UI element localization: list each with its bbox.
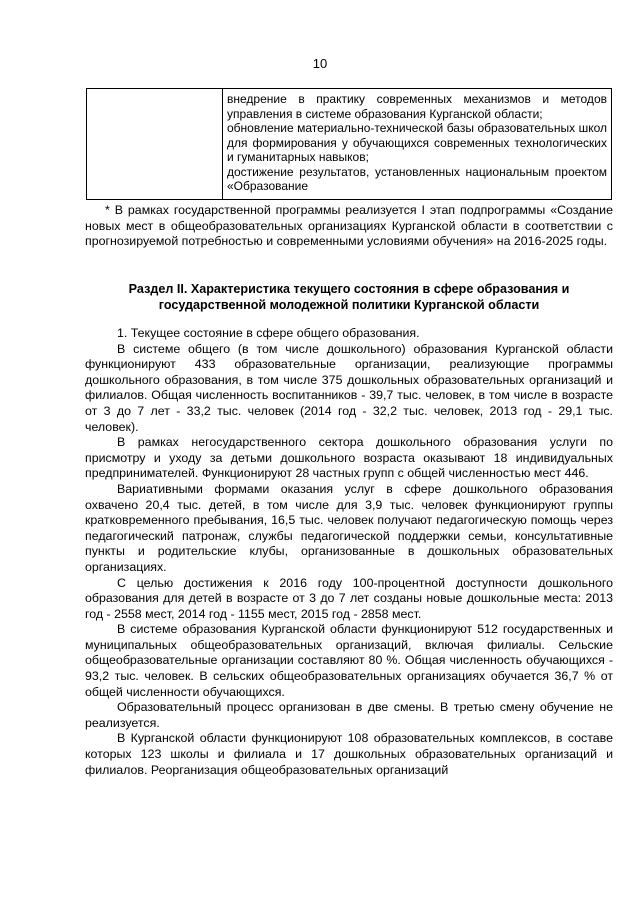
table-cell-empty xyxy=(87,89,223,200)
footnote: * В рамках государственной программы реализуется I этап подпрограммы «Создание новых мест в общеобразовательных организациях Курганской области в соответствии с прогнозируемой потребностью и современными условиями обучения» на 2016-2025 годы. xyxy=(85,203,613,249)
page-number: 10 xyxy=(312,56,328,71)
body-text xyxy=(85,326,613,778)
section-heading: Раздел II. Характеристика текущего состояния в сфере образования и государственной молодежной политики Курганской области xyxy=(128,282,570,312)
paragraph: 1. Текущее состояние в сфере общего образования. xyxy=(117,326,420,340)
paragraph: Образовательный процесс организован в две смены. В третью смену обучение не реализуется. xyxy=(85,700,613,730)
paragraph: В Курганской области функционируют 108 образовательных комплексов, в составе которых 123 школы и филиала и 17 дошкольных образовательных организаций и филиалов. Реорганизация общеобразовательных организаций xyxy=(85,731,613,777)
table-item: внедрение в практику современных механизмов и методов управления в системе образования Курганской области; xyxy=(227,92,607,121)
table-cell-tasks xyxy=(223,89,612,200)
paragraph: В системе общего (в том числе дошкольного) образования Курганской области функционируют 433 образовательные организации, реализующие программы дошкольного образования, в том числе 375 дошкольных образовательных организаций и филиалов. Общая численность воспитанников - 39,7 тыс. человек, в том числе в возрасте от 3 до 7 лет - 33,2 тыс. человек (2014 год - 32,2 тыс. человек, 2013 год - 29,1 тыс. человек). xyxy=(85,341,613,434)
paragraph: С целью достижения к 2016 году 100-процентной доступности дошкольного образования для детей в возрасте от 3 до 7 лет созданы новые дошкольные места: 2013 год - 2558 мест, 2014 год - 1155 мест, 2015 год - 2858 мест. xyxy=(85,575,613,621)
continuation-table xyxy=(86,88,612,200)
table-item: обновление материально-технической базы образовательных школ для формирования у обучающихся современных технологических и гуманитарных навыков; xyxy=(227,121,607,164)
table-row xyxy=(87,89,612,200)
paragraph: В системе образования Курганской области функционируют 512 государственных и муниципальных общеобразовательных организаций, включая филиалы. Сельские общеобразовательные организации составляют 80 %. Общая численность обучающихся - 93,2 тыс. человек. В сельских общеобразовательных организациях обучается 36,7 % от общей численности обучающихся. xyxy=(85,622,613,699)
table-item: достижение результатов, установленных национальным проектом «Образование xyxy=(227,164,607,193)
paragraph: Вариативными формами оказания услуг в сфере дошкольного образования охвачено 20,4 тыс. детей, в том числе для 3,9 тыс. человек функционируют группы кратковременного пребывания, 16,5 тыс. человек получают педагогическую помощь через педагогический патронаж, службы педагогической поддержки семьи, консультативные пункты и родительские клубы, организованные в дошкольных образовательных организациях. xyxy=(85,481,613,574)
paragraph: В рамках негосударственного сектора дошкольного образования услуги по присмотру и уходу за детьми дошкольного возраста оказывают 18 индивидуальных предпринимателей. Функционируют 28 частных групп с общей численностью мест 446. xyxy=(85,435,613,481)
